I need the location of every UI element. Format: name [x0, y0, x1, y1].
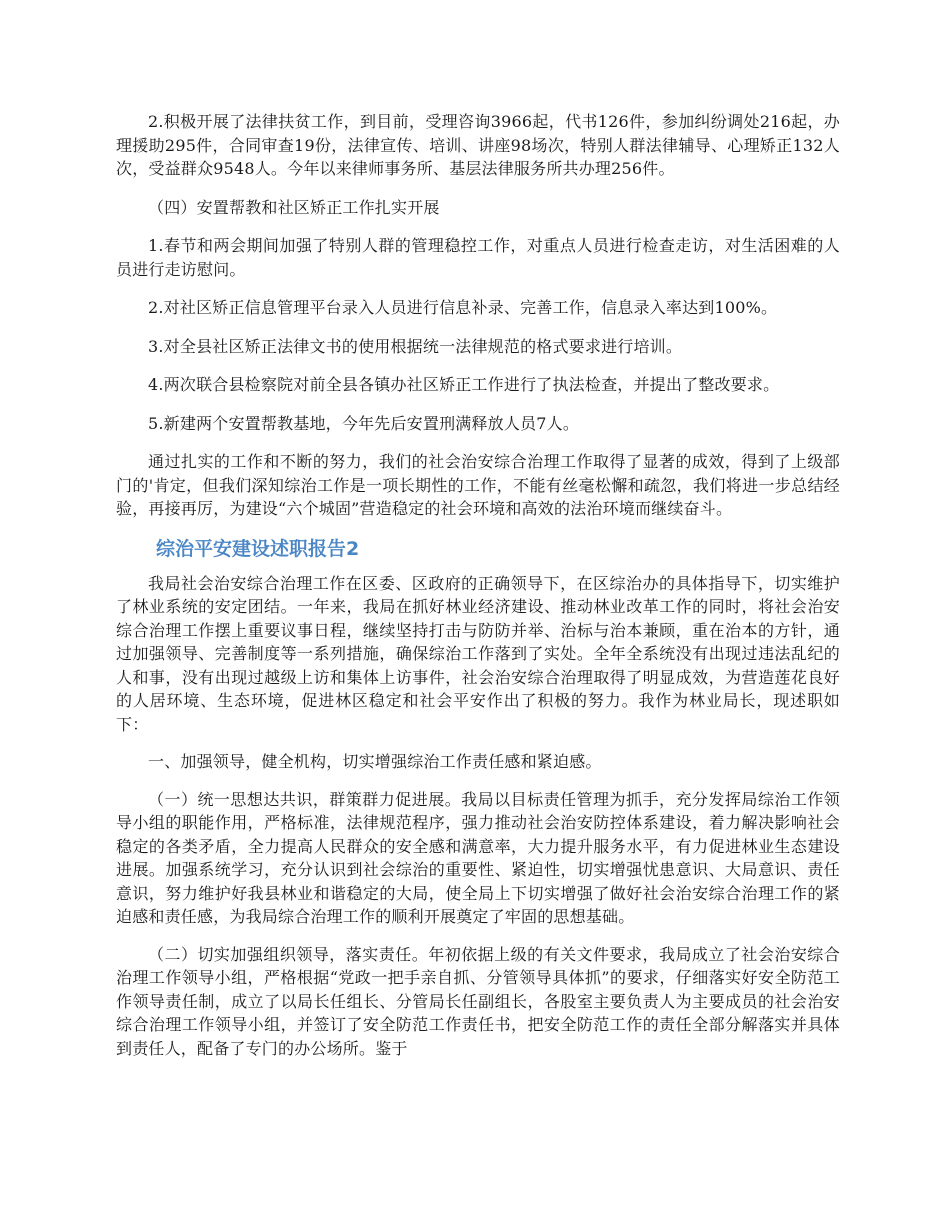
- heading-part-one: 一、加强领导，健全机构，切实增强综治工作责任感和紧迫感。: [148, 752, 602, 771]
- paragraph-intro: 我局社会治安综合治理工作在区委、区政府的正确领导下，在区综治办的具体指导下，切实维护了林业系统的安定团结。一年来，我局在抓好林业经济建设、推动林业改革工作的同时，将社会治安综合治理工作摆上重要议事日程，继续坚持打击与防防并举、治标与治本兼顾，重在治本的方针，通过加强领导、完善制度等一系列措施，确保综治工作落到了实处。全年全系统没有出现过违法乱纪的人和事，没有出现过越级上访和集体上访事件，社会治安综合治理取得了明显成效，为营造莲花良好的人居环境、生态环境，促进林区稳定和社会平安作出了积极的努力。我作为林业局长，现述职如下：: [116, 573, 840, 734]
- subheading-resettlement: （四）安置帮教和社区矫正工作扎实开展: [148, 197, 440, 217]
- report-title: 综治平安建设述职报告2: [156, 537, 360, 560]
- paragraph-conclusion: 通过扎实的工作和不断的努力，我们的社会治安综合治理工作取得了显著的成效，得到了上级部门的'肯定，但我们深知综治工作是一项长期性的工作，不能有丝毫松懈和疏忽，我们将进一步总结经验，再接再厉，为建设“六个城固”营造稳定的社会环境和高效的法治环境而继续奋斗。: [116, 452, 840, 518]
- paragraph-item-1: 1.春节和两会期间加强了特别人群的管理稳控工作，对重点人员进行检查走访，对生活困难的人员进行走访慰问。: [116, 236, 840, 279]
- document-body: [116, 110, 840, 1074]
- paragraph-legal-aid: 2.积极开展了法律扶贫工作，到目前，受理咨询3966起，代书126件，参加纠纷调处216起，办理援助295件，合同审查19份，法律宣传、培训、讲座98场次，特别人群法律辅导、心理矫正132人次，受益群众9548人。今年以来律师事务所、基层法律服务所共办理256件。: [116, 112, 840, 178]
- paragraph-item-4: 4.两次联合县检察院对前全县各镇办社区矫正工作进行了执法检查，并提出了整改要求。: [148, 375, 780, 394]
- paragraph-item-3: 3.对全县社区矫正法律文书的使用根据统一法律规范的格式要求进行培训。: [148, 336, 683, 356]
- paragraph-item-5: 5.新建两个安置帮教基地，今年先后安置刑满释放人员7人。: [148, 413, 580, 433]
- paragraph-item-2: 2.对社区矫正信息管理平台录入人员进行信息补录、完善工作，信息录入率达到100%。: [148, 298, 778, 317]
- paragraph-organization: （二）切实加强组织领导，落实责任。年初依据上级的有关文件要求，我局成立了社会治安综合治理工作领导小组，严格根据“党政一把手亲自抓、分管领导具体抓”的要求，仔细落实好安全防范工作领导责任制，成立了以局长任组长、分管局长任副组长，各股室主要负责人为主要成员的社会治安综合治理工作领导小组，并签订了安全防范工作责任书，把安全防范工作的责任全部分解落实并具体到责任人，配备了专门的办公场所。鉴于: [116, 944, 840, 1058]
- paragraph-unify-thinking: （一）统一思想达共识，群策群力促进展。我局以目标责任管理为抓手，充分发挥局综治工作领导小组的职能作用，严格标准，法律规范程序，强力推动社会治安防控体系建设，着力解决影响社会稳定的各类矛盾，全力提高人民群众的安全感和满意率，大力提升服务水平，有力促进林业生态建设进展。加强系统学习，充分认识到社会综治的重要性、紧迫性，切实增强忧患意识、大局意识、责任意识，努力维护好我县林业和谐稳定的大局，使全局上下切实增强了做好社会治安综合治理工作的紧迫感和责任感，为我局综合治理工作的顺利开展奠定了牢固的思想基础。: [116, 789, 840, 926]
